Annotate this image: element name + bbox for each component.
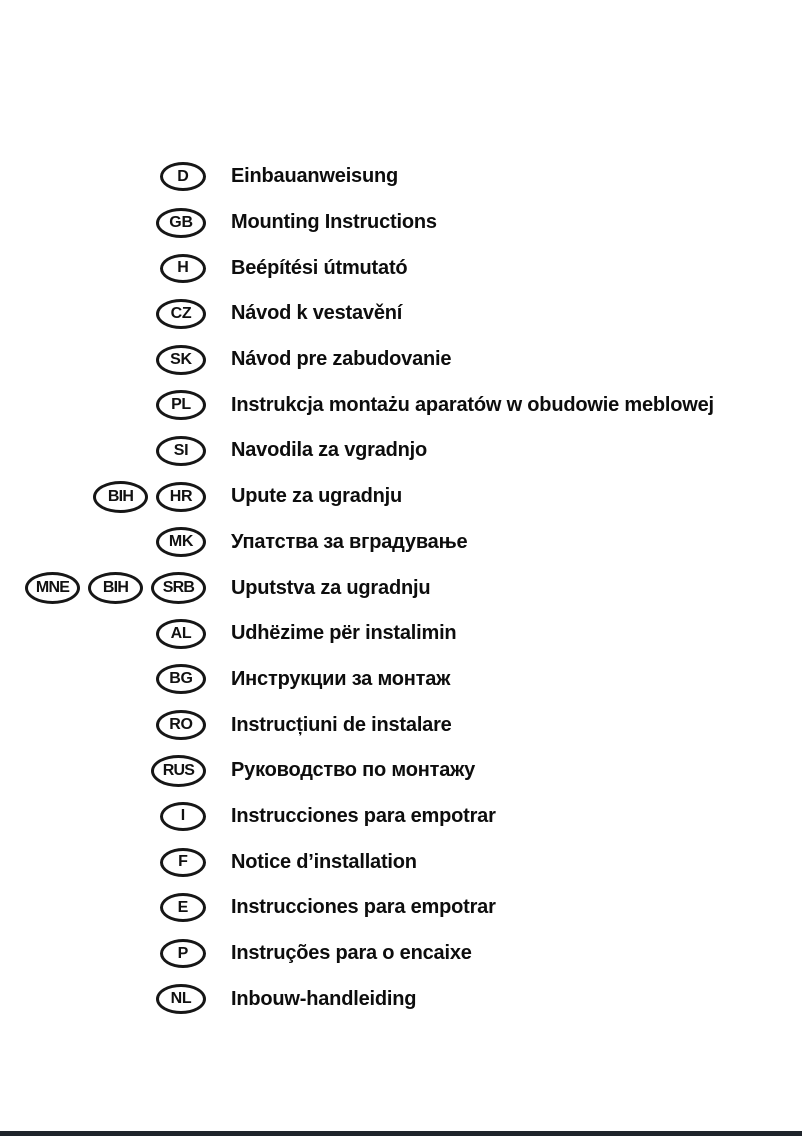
instruction-label: Návod k vestavění [231,302,403,325]
language-badge-group [0,802,206,831]
language-row [0,520,802,566]
language-row [0,245,802,291]
language-row [0,748,802,794]
language-badge-mk: MK [156,527,206,557]
language-badge-srb: SRB [151,572,206,604]
language-badge-group [0,619,206,649]
language-row [0,565,802,611]
language-badge-group [0,345,206,375]
language-badge-group [0,939,206,968]
language-row [0,657,802,703]
instruction-label: Navodila za vgradnjo [231,439,428,462]
instruction-label: Inbouw-handleiding [231,987,417,1010]
instruction-label: Инструкции за монтаж [231,667,451,690]
language-badge-rus: RUS [151,755,206,787]
language-badge-group [0,481,206,513]
language-row [0,885,802,931]
language-badge-e: E [160,893,206,922]
language-row [0,976,802,1022]
language-instruction-list [0,154,802,1022]
instruction-label: Руководство по монтажу [231,759,476,782]
language-badge-group [0,208,206,238]
language-row [0,200,802,246]
instruction-label: Notice d’installation [231,850,417,873]
instruction-label: Einbauanweisung [231,165,399,188]
language-badge-bih: BIH [93,481,148,513]
language-badge-gb: GB [156,208,206,238]
language-badge-group [0,848,206,877]
instruction-label: Instrukcja montażu aparatów w obudowie meblowej [231,393,714,416]
instruction-label: Упатства за вградување [231,530,468,553]
language-badge-group [0,893,206,922]
instruction-label: Návod pre zabudovanie [231,348,452,371]
language-badge-group [0,390,206,420]
language-badge-ro: RO [156,710,206,740]
language-row [0,839,802,885]
language-badge-i: I [160,802,206,831]
instruction-label: Instrucțiuni de instalare [231,713,452,736]
instruction-label: Uputstva za ugradnju [231,576,431,599]
bottom-rule [0,1131,802,1136]
language-badge-hr: HR [156,482,206,512]
language-badge-nl: NL [156,984,206,1014]
language-badge-group [0,664,206,694]
language-badge-group [0,755,206,787]
language-badge-group [0,984,206,1014]
instruction-label: Instruções para o encaixe [231,942,472,965]
language-badge-d: D [160,162,206,191]
language-badge-sk: SK [156,345,206,375]
language-badge-pl: PL [156,390,206,420]
language-badge-bg: BG [156,664,206,694]
instruction-label: Instrucciones para empotrar [231,804,496,827]
language-row [0,154,802,200]
instruction-label: Beépítési útmutató [231,256,408,279]
language-badge-group [0,162,206,191]
language-badge-f: F [160,848,206,877]
language-row [0,702,802,748]
language-badge-group [0,572,206,604]
language-badge-p: P [160,939,206,968]
language-row [0,794,802,840]
language-badge-cz: CZ [156,299,206,329]
language-badge-si: SI [156,436,206,466]
language-badge-group [0,254,206,283]
language-row [0,382,802,428]
language-badge-al: AL [156,619,206,649]
instruction-label: Mounting Instructions [231,211,437,234]
language-row [0,611,802,657]
language-row [0,474,802,520]
language-row [0,931,802,977]
language-badge-bih: BIH [88,572,143,604]
instruction-label: Upute za ugradnju [231,485,403,508]
language-row [0,291,802,337]
language-row [0,337,802,383]
language-badge-group [0,527,206,557]
language-badge-group [0,710,206,740]
language-badge-group [0,436,206,466]
language-badge-group [0,299,206,329]
language-badge-mne: MNE [25,572,80,604]
language-row [0,428,802,474]
language-badge-h: H [160,254,206,283]
instruction-label: Udhëzime për instalimin [231,622,457,645]
instruction-label: Instrucciones para empotrar [231,896,496,919]
